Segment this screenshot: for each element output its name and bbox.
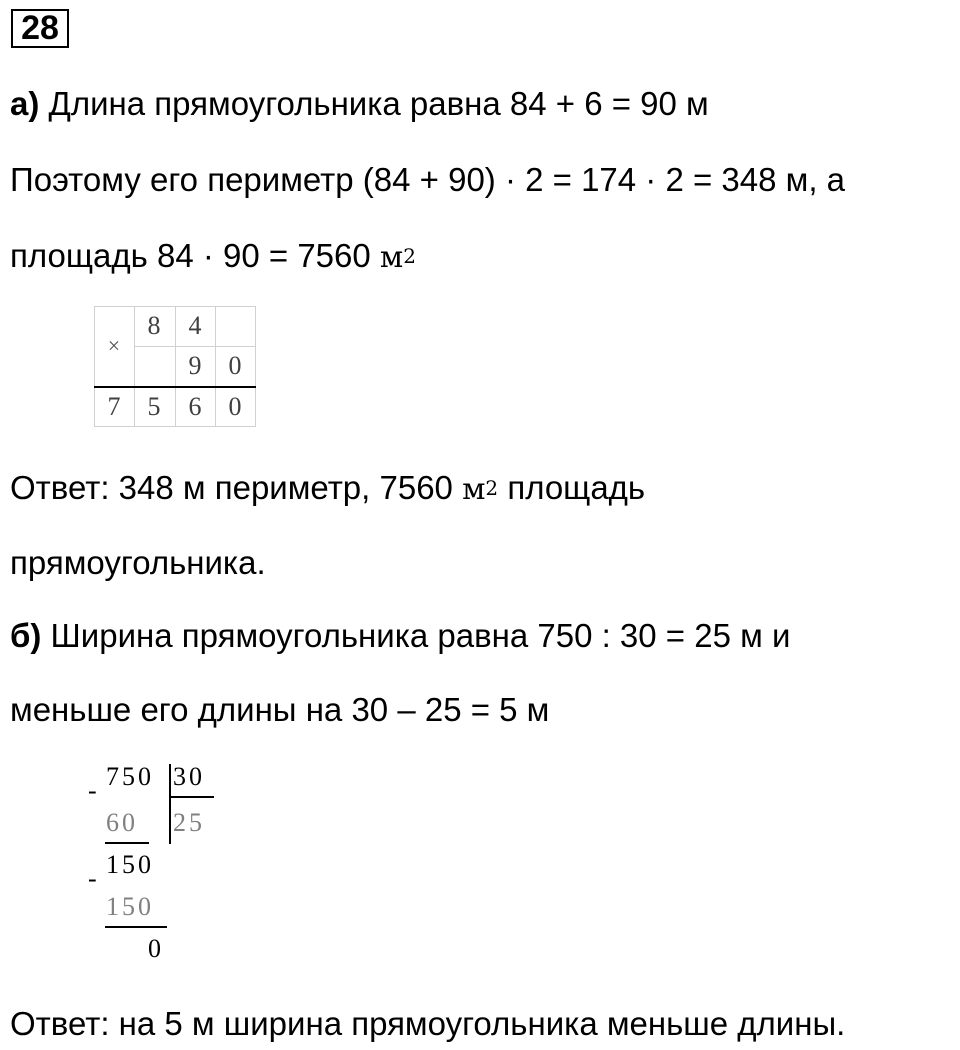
part-a-answer-line-2: прямоугольника. bbox=[10, 544, 266, 581]
part-b-width-text: Ширина прямоугольника равна 750 : 30 = 25 м и bbox=[41, 617, 791, 654]
minus-sign: - bbox=[88, 864, 100, 893]
final-remainder: 0 bbox=[148, 934, 164, 963]
part-a-length-text: Длина прямоугольника равна 84 + 6 = 90 м bbox=[48, 85, 709, 122]
part-b-answer: Ответ: на 5 м ширина прямоугольника меньше длины. bbox=[10, 1005, 846, 1042]
part-a-area-line bbox=[10, 236, 416, 280]
part-a-answer-text-2: площадь bbox=[498, 469, 646, 506]
factor1-digit: 8 bbox=[147, 311, 161, 340]
area-unit: $м^2$ bbox=[379, 240, 416, 275]
second-subtrahend: 150 bbox=[106, 892, 154, 921]
product-digit: 6 bbox=[188, 392, 202, 421]
product-digit: 0 bbox=[228, 392, 242, 421]
first-subtrahend: 60 bbox=[106, 808, 138, 837]
dividend: 750 bbox=[106, 762, 154, 791]
part-a-line-1 bbox=[10, 84, 709, 124]
part-b-difference-text: меньше его длины на 30 – 25 = 5 м bbox=[10, 691, 550, 728]
minus-sign: - bbox=[88, 776, 100, 805]
quotient: 25 bbox=[173, 808, 205, 837]
answer-area-unit: $м^2$ bbox=[462, 472, 499, 507]
part-a-perimeter-text: Поэтому его периметр (84 + 90) · 2 = 174 · 2 = 348 м, а bbox=[10, 161, 846, 198]
multiply-sign: × bbox=[107, 333, 121, 358]
part-a-answer-line bbox=[10, 468, 645, 512]
part-b-marker: б) bbox=[10, 617, 42, 654]
part-a-answer-text: Ответ: 348 м периметр, 7560 bbox=[10, 469, 463, 506]
factor1-digit: 4 bbox=[188, 311, 202, 340]
product-digit: 7 bbox=[107, 392, 121, 421]
factor2-digit: 0 bbox=[228, 351, 242, 380]
part-a-marker: а) bbox=[10, 85, 40, 122]
product-digit: 5 bbox=[147, 392, 161, 421]
divisor: 30 bbox=[173, 762, 205, 791]
first-remainder: 150 bbox=[106, 850, 154, 879]
part-b-line-1 bbox=[10, 616, 790, 656]
task-number: 28 bbox=[11, 9, 69, 48]
factor2-digit: 9 bbox=[188, 351, 202, 380]
part-a-area-text: площадь 84 · 90 = 7560 bbox=[10, 237, 380, 274]
